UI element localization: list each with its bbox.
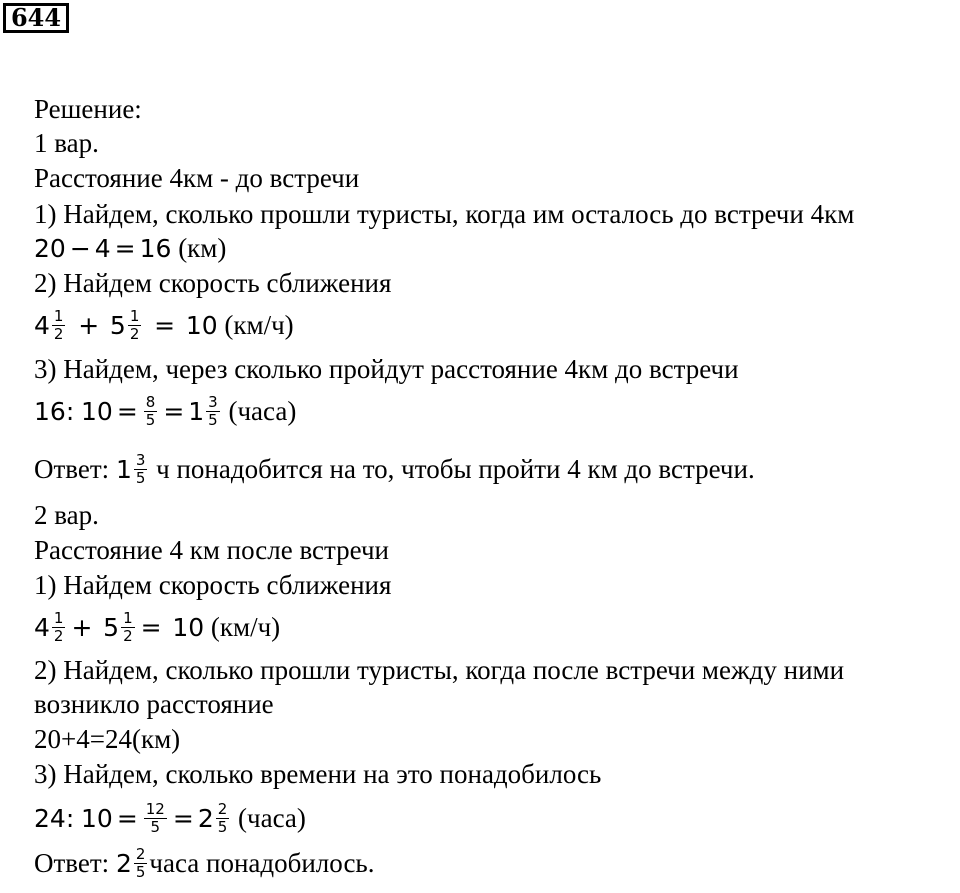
mixed-whole: 5 xyxy=(109,311,126,340)
eq-term: 16 xyxy=(34,397,66,426)
fraction-denominator: 5 xyxy=(217,818,228,837)
eq-result: 10 xyxy=(185,311,218,340)
fraction xyxy=(52,610,66,645)
mixed-whole: 4 xyxy=(34,311,50,340)
eq-unit: (км) xyxy=(178,233,227,263)
fraction-denominator: 5 xyxy=(145,411,156,430)
fraction xyxy=(52,308,66,343)
fraction-denominator: 2 xyxy=(53,627,64,646)
eq-operator: + xyxy=(78,311,100,340)
eq-equals: = xyxy=(114,234,136,263)
variant-2-step-2: 2) Найдем, сколько прошли туристы, когда после встречи между ними xyxy=(34,655,845,685)
fraction-numerator: 2 xyxy=(217,800,228,819)
fraction-numerator: 1 xyxy=(53,307,64,326)
answer-prefix: Ответ: xyxy=(34,454,116,484)
answer-text: часа понадобилось. xyxy=(149,848,375,878)
eq-result: 10 xyxy=(172,613,205,642)
fraction-denominator: 2 xyxy=(53,325,64,344)
eq-term: 24 xyxy=(34,804,66,833)
eq-term: 10 xyxy=(81,804,113,833)
eq-term: 4 xyxy=(94,234,111,263)
fraction-numerator: 1 xyxy=(53,609,64,628)
mixed-whole: 5 xyxy=(103,613,120,642)
eq-unit: (км/ч) xyxy=(210,612,281,642)
fraction xyxy=(134,846,148,881)
variant-2-answer xyxy=(34,845,375,883)
fraction-denominator: 2 xyxy=(129,325,140,344)
variant-2-equation-2: 20+4=24(км) xyxy=(34,724,181,754)
fraction xyxy=(144,801,167,836)
variant-1-answer xyxy=(34,451,755,489)
fraction-denominator: 5 xyxy=(208,411,218,430)
problem-number-badge: 644 xyxy=(3,3,69,33)
eq-equals: = xyxy=(116,397,138,426)
fraction-denominator: 5 xyxy=(135,863,146,882)
fraction-numerator: 2 xyxy=(135,845,146,864)
variant-2-equation-1 xyxy=(34,609,281,647)
eq-term: 10 xyxy=(81,397,113,426)
variant-1-equation-2 xyxy=(34,307,294,345)
eq-unit: (км/ч) xyxy=(224,310,294,340)
fraction-numerator: 3 xyxy=(135,451,146,470)
fraction xyxy=(121,610,135,645)
variant-1-label: 1 вар. xyxy=(34,128,99,158)
answer-text: ч понадобится на то, чтобы пройти 4 км до встречи. xyxy=(156,454,755,484)
eq-unit: (часа) xyxy=(228,396,297,426)
fraction-numerator: 3 xyxy=(208,393,218,412)
fraction xyxy=(206,394,220,429)
eq-equals: = xyxy=(172,804,194,833)
eq-equals: = xyxy=(154,311,176,340)
answer-prefix: Ответ: xyxy=(34,848,116,878)
fraction-numerator: 1 xyxy=(129,307,140,326)
fraction xyxy=(134,452,148,487)
fraction-denominator: 2 xyxy=(123,627,133,646)
eq-operator: + xyxy=(71,613,93,642)
variant-2-step-3: 3) Найдем, сколько времени на это понадобилось xyxy=(34,759,602,789)
eq-operator: − xyxy=(69,234,91,263)
mixed-whole: 2 xyxy=(197,804,214,833)
mixed-whole: 1 xyxy=(115,455,132,484)
eq-operator: : xyxy=(65,804,75,833)
variant-1-subtitle: Расстояние 4км - до встречи xyxy=(34,163,360,193)
mixed-whole: 4 xyxy=(34,613,50,642)
fraction-denominator: 5 xyxy=(135,469,146,488)
fraction xyxy=(216,801,230,836)
fraction-denominator: 5 xyxy=(150,818,161,837)
fraction-numerator: 1 xyxy=(123,609,133,628)
fraction xyxy=(144,394,158,429)
eq-term: 20 xyxy=(34,234,66,263)
eq-unit: (часа) xyxy=(238,803,306,833)
variant-2-step-1: 1) Найдем скорость сближения xyxy=(34,570,392,600)
variant-2-subtitle: Расстояние 4 км после встречи xyxy=(34,535,390,565)
variant-1-step-1: 1) Найдем, сколько прошли туристы, когда им осталось до встречи 4км xyxy=(34,199,855,229)
eq-equals: = xyxy=(116,804,138,833)
mixed-whole: 1 xyxy=(188,397,205,426)
variant-2-label: 2 вар. xyxy=(34,500,99,530)
eq-equals: = xyxy=(163,397,185,426)
variant-1-equation-1 xyxy=(34,233,226,264)
variant-1-equation-3 xyxy=(34,393,297,431)
fraction xyxy=(128,308,142,343)
eq-equals: = xyxy=(140,613,162,642)
fraction-numerator: 12 xyxy=(145,800,165,819)
mixed-whole: 2 xyxy=(115,849,132,878)
solution-heading: Решение: xyxy=(34,94,142,124)
eq-result: 16 xyxy=(139,234,172,263)
variant-1-step-2: 2) Найдем скорость сближения xyxy=(34,268,392,298)
variant-2-equation-3 xyxy=(34,800,306,838)
eq-operator: : xyxy=(65,397,75,426)
variant-2-step-2-cont: возникло расстояние xyxy=(34,689,274,719)
variant-1-step-3: 3) Найдем, через сколько пройдут расстояние 4км до встречи xyxy=(34,354,739,384)
fraction-numerator: 8 xyxy=(145,393,156,412)
